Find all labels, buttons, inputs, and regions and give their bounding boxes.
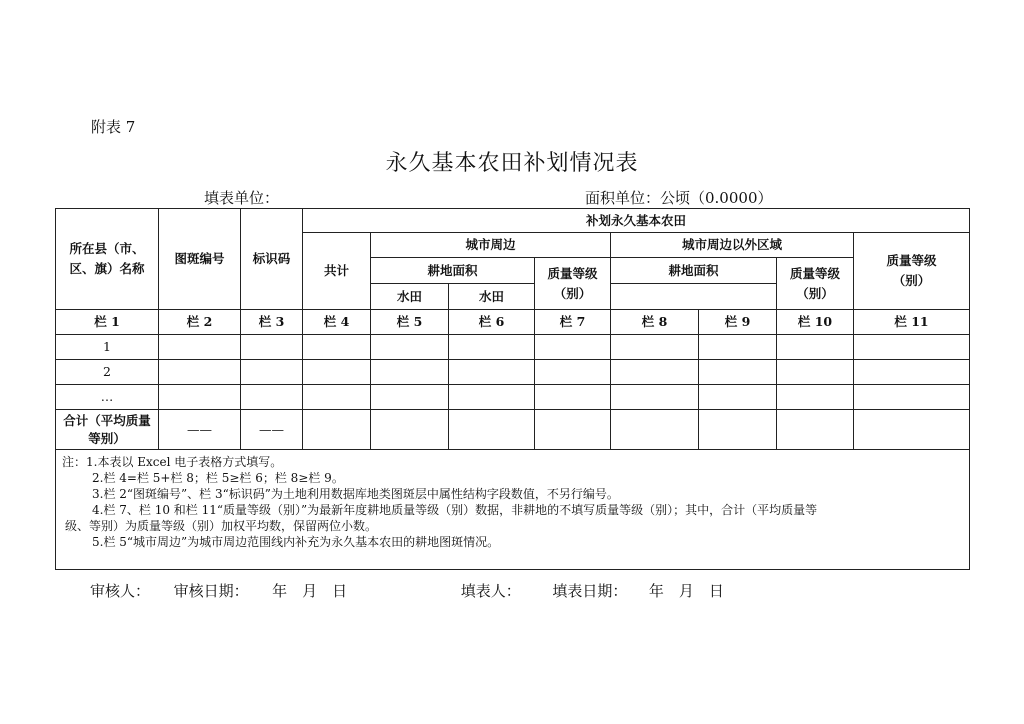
reviewer-label: 审核人： (90, 582, 151, 600)
col-label-2: 栏 2 (159, 310, 241, 335)
header-outside-city: 城市周边以外区域 (611, 233, 854, 258)
notes-block (56, 450, 970, 570)
header-paddy-6: 水田 (371, 284, 449, 310)
note-1: 注：1.本表以 Excel 电子表格方式填写。 (62, 455, 283, 469)
header-paddy-9: 水田 (449, 284, 535, 310)
col-label-3: 栏 3 (241, 310, 303, 335)
area-unit-label: 面积单位：公顷（0.0000） (585, 189, 773, 207)
signature-footer (90, 580, 724, 601)
row-index: 1 (56, 335, 159, 360)
fill-date-ymd: 年 月 日 (648, 582, 724, 600)
total-row-label: 合计（平均质量等别） (56, 410, 159, 450)
appendix-label: 附表 7 (91, 118, 136, 136)
page-title: 永久基本农田补划情况表 (385, 151, 639, 176)
row-index: 2 (56, 360, 159, 385)
header-city-periphery: 城市周边 (371, 233, 611, 258)
total-dash-3: —— (241, 410, 303, 450)
header-quality-10: 质量等级（别） (777, 258, 854, 310)
note-5: 5.栏 5“城市周边”为城市周边范围线内补充为永久基本农田的耕地图斑情况。 (92, 535, 500, 549)
total-row (56, 410, 970, 450)
header-code: 标识码 (241, 209, 303, 310)
note-4-cont: 级、等别）为质量等级（别）加权平均数，保留两位小数。 (65, 519, 378, 533)
note-2: 2.栏 4=栏 5+栏 8；栏 5≥栏 6；栏 8≥栏 9。 (92, 471, 344, 485)
fill-unit-label: 填表单位： (204, 189, 280, 207)
header-supplement: 补划永久基本农田 (303, 209, 970, 233)
col-label-9: 栏 9 (699, 310, 777, 335)
note-3: 3.栏 2“图斑编号”、栏 3“标识码”为土地利用数据库地类图斑层中属性结构字段数值，不另行编号。 (92, 487, 619, 501)
col-label-7: 栏 7 (535, 310, 611, 335)
col-label-5: 栏 5 (371, 310, 449, 335)
supplement-table (55, 208, 970, 570)
table-row (56, 335, 970, 360)
header-quality-7: 质量等级（别） (535, 258, 611, 310)
note-4: 4.栏 7、栏 10 和栏 11“质量等级（别）”为最新年度耕地质量等级（别）数据，非耕地的不填写质量等级（别）；其中，合计（平均质量等 (92, 503, 818, 517)
col-label-4: 栏 4 (303, 310, 371, 335)
row-index: … (56, 385, 159, 410)
review-date-label: 审核日期： (173, 582, 249, 600)
header-arable-area-5: 耕地面积 (371, 258, 535, 284)
header-county: 所在县（市、区、旗）名称 (56, 209, 159, 310)
total-dash-2: —— (159, 410, 241, 450)
fill-date-label: 填表日期： (552, 582, 628, 600)
col-label-10: 栏 10 (777, 310, 854, 335)
header-patch-no: 图斑编号 (159, 209, 241, 310)
review-date-ymd: 年 月 日 (272, 582, 348, 600)
header-total: 共计 (303, 233, 371, 310)
col-label-11: 栏 11 (854, 310, 970, 335)
filler-label: 填表人： (460, 582, 521, 600)
table-row (56, 360, 970, 385)
col-label-1: 栏 1 (56, 310, 159, 335)
table-row (56, 385, 970, 410)
col-label-6: 栏 6 (449, 310, 535, 335)
col-label-8: 栏 8 (611, 310, 699, 335)
header-quality-11: 质量等级（别） (854, 233, 970, 310)
header-arable-area-8: 耕地面积 (611, 258, 777, 284)
